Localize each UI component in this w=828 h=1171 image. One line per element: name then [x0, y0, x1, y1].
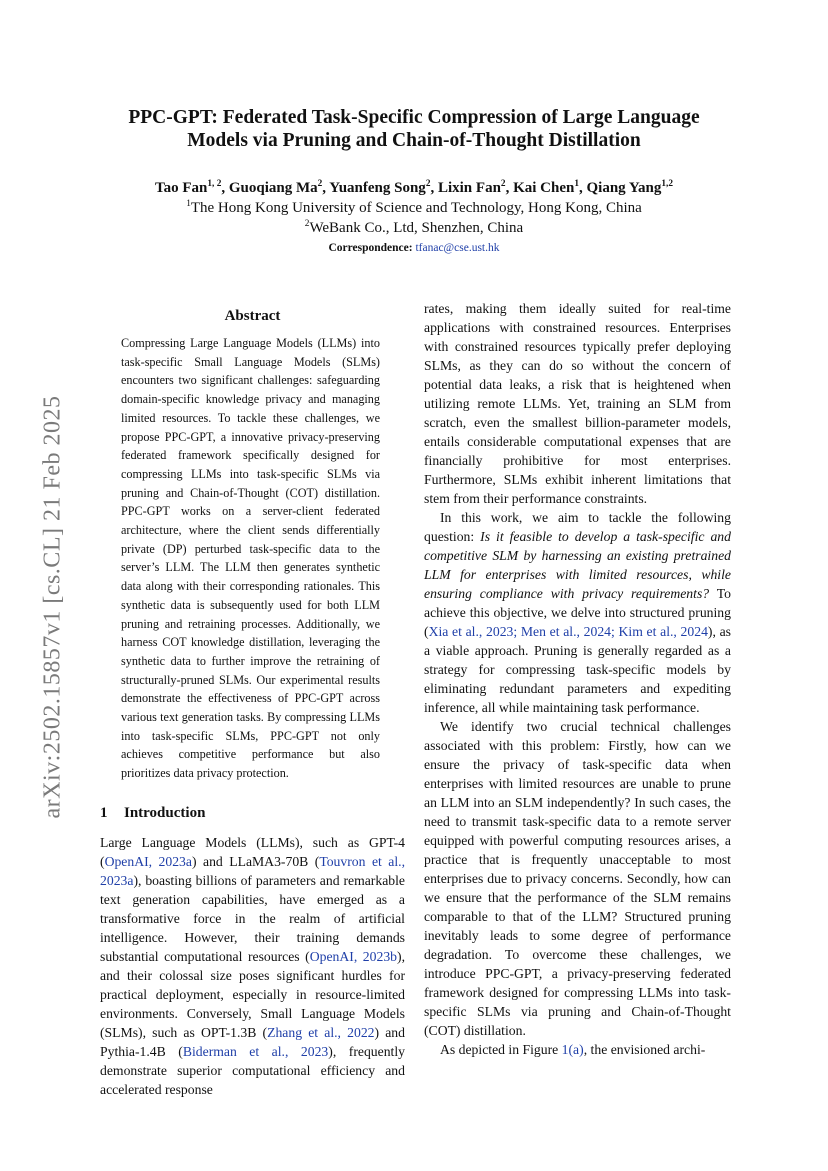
body-paragraph: We identify two crucial technical challenges associated with this problem: Firstly, how can we ensure the privacy of task-specific data when enterprises with limited resources are unable to prune an LLM into an SLM independently? In such cases, the need to transmit task-specific data to a remote server equipped with powerful computing resources arises, a practice that is frequently unacceptable to most enterprises due to privacy concerns. Secondly, how can we ensure that the performance of the SLM remains comparable to that of the LLM? Structured pruning inevitably leads to some degree of performance degradation. To overcome these challenges, we introduce PPC-GPT, a privacy-preserving federated framework designed for compressing LLMs into task-specific SLMs via pruning and Chain-of-Thought (COT) distillation.	[424, 719, 731, 1038]
author-name: Guoqiang Ma	[228, 180, 318, 196]
correspondence	[80, 238, 748, 258]
affiliation-mark: 2	[317, 179, 323, 189]
body-paragraph	[424, 508, 731, 717]
author-list: Tao Fan$^{1, 2}$, Guoqiang Ma$^2$, Yuanfeng Song$^2$, Lixin Fan$^2$, Kai Chen$^1$, Qiang Yang$^{1,2}$	[155, 179, 673, 196]
text-run: ) and LLaMA3-70B (	[191, 853, 320, 869]
correspondence-label: Correspondence:	[328, 242, 413, 254]
figure-reference-link[interactable]: 1(a)	[561, 1042, 584, 1057]
affiliation-mark: 1, 2	[207, 179, 222, 189]
author-name: Tao Fan	[155, 180, 208, 196]
arxiv-identifier: arXiv:2502.15857v1 [cs.CL] 21 Feb 2025	[39, 395, 66, 819]
citation-link[interactable]: OpenAI, 2023a	[104, 853, 192, 869]
section-heading	[100, 803, 405, 823]
abstract-text: Compressing Large Language Models (LLMs) into task-specific Small Language Models (SLMs) encounters two significant challenges: safeguarding domain-specific knowledge privacy and managing limited resources. To tackle these challenges, we propose PPC-GPT, a innovative privacy-preserving federated framework specifically designed for compressing LLMs into task-specific SLMs via pruning and Chain-of-Thought (COT) distillation. PPC-GPT works on a server-client federated architecture, where the client sends differentially private (DP) perturbed task-specific data to the server’s LLM. The LLM then generates synthetic data along with their corresponding rationales. This synthetic data is subsequently used for both LLM pruning and retraining processes. Additionally, we harness COT knowledge distillation, leveraging the synthetic data to further improve the retraining of structurally-pruned SLMs. Our experimental results demonstrate the effectiveness of PPC-GPT across various text generation tasks. By compressing LLMs into task-specific SLMs, PPC-GPT not only achieves competitive performance but also prioritizes data privacy protection.	[121, 336, 380, 781]
correspondence-email-link[interactable]: tfanac@cse.ust.hk	[415, 242, 500, 254]
affiliation-mark: 2	[425, 179, 431, 189]
affiliation-mark: 2	[304, 219, 310, 229]
author-name: Kai Chen	[513, 180, 575, 196]
text-run: Large Language Models (LLMs), such as GPT-4 (	[100, 834, 405, 869]
right-column	[424, 299, 731, 1059]
text-run: ), as a viable approach. Pruning is generally regarded as a strategy for compressing task-specific models by eliminating redundant parameters and expediting inference, all while maintaining task performance.	[424, 624, 731, 715]
section-number: 1	[100, 804, 108, 821]
text-run: ), boasting billions of parameters and remarkable text generation capabilities, have emerged as a transformative force in the realm of artificial intelligence. However, their training demands substantial computational resources (	[100, 872, 405, 964]
research-question: Is it feasible to develop a task-specific and competitive SLM by harnessing an existing pretrained LLM for enterprises with limited resources, while ensuring compliance with privacy requirements?	[424, 529, 731, 601]
citation-link[interactable]: Touvron et al., 2023a	[100, 853, 406, 888]
affiliation-mark: 1,2	[661, 179, 673, 189]
abstract-heading: Abstract	[224, 308, 281, 324]
text-run: ) and Pythia-1.4B (	[100, 1024, 405, 1059]
body-paragraph: rates, making them ideally suited for real-time applications with constrained resources. Enterprises with constrained resources typically prefer deploying SLMs, as they can do so without the concern of potential data leaks, a risk that is heightened when utilizing remote LLMs. Yet, training an SLM from scratch, even the smallest billion-parameter models, entails considerable computational expenses that are financially prohibitive for most enterprises. Furthermore, SLMs exhibit inherent limitations that stem from their performance constraints.	[424, 301, 731, 506]
text-run: , the envisioned archi-	[583, 1042, 706, 1057]
title-line-1: PPC-GPT: Federated Task-Specific Compression of Large Language	[128, 107, 700, 128]
citation-link[interactable]: Biderman et al., 2023	[182, 1043, 329, 1059]
title-line-2: Models via Pruning and Chain-of-Thought Distillation	[187, 130, 641, 151]
paper-title	[100, 106, 728, 152]
affiliation-text: WeBank Co., Ltd, Shenzhen, China	[309, 220, 524, 236]
author-name: Qiang Yang	[586, 180, 662, 196]
text-run: As depicted in Figure	[440, 1042, 562, 1057]
affiliation-text: The Hong Kong University of Science and Technology, Hong Kong, China	[190, 200, 642, 216]
affiliation-mark: 2	[500, 179, 506, 189]
left-column	[100, 306, 405, 1099]
text-run: ), frequently demonstrate superior computational efficiency and accelerated response	[100, 1043, 406, 1097]
citation-link[interactable]: Xia et al., 2023; Men et al., 2024; Kim et al., 2024	[428, 624, 708, 639]
text-run: ), and their colossal size poses significant hurdles for practical deployment, especially in resource-limited environments. Conversely, Small Language Models (SLMs), such as OPT-1.3B (	[100, 948, 405, 1040]
citation-link[interactable]: Zhang et al., 2022	[267, 1024, 375, 1040]
affiliation-mark: 1	[186, 199, 191, 209]
body-paragraph	[424, 1040, 731, 1059]
section-title: Introduction	[124, 804, 206, 821]
text-run: In this work, we aim to tackle the following question:	[424, 510, 731, 544]
author-block	[80, 178, 748, 258]
author-name: Lixin Fan	[437, 180, 501, 196]
citation-link[interactable]: OpenAI, 2023b	[309, 948, 398, 964]
text-run: To achieve this objective, we delve into structured pruning (	[424, 586, 731, 639]
intro-paragraph	[100, 833, 405, 1099]
affiliation-1	[80, 198, 748, 218]
affiliation-mark: 1	[574, 179, 579, 189]
author-name: Yuanfeng Song	[329, 180, 426, 196]
affiliation-2	[80, 218, 748, 238]
